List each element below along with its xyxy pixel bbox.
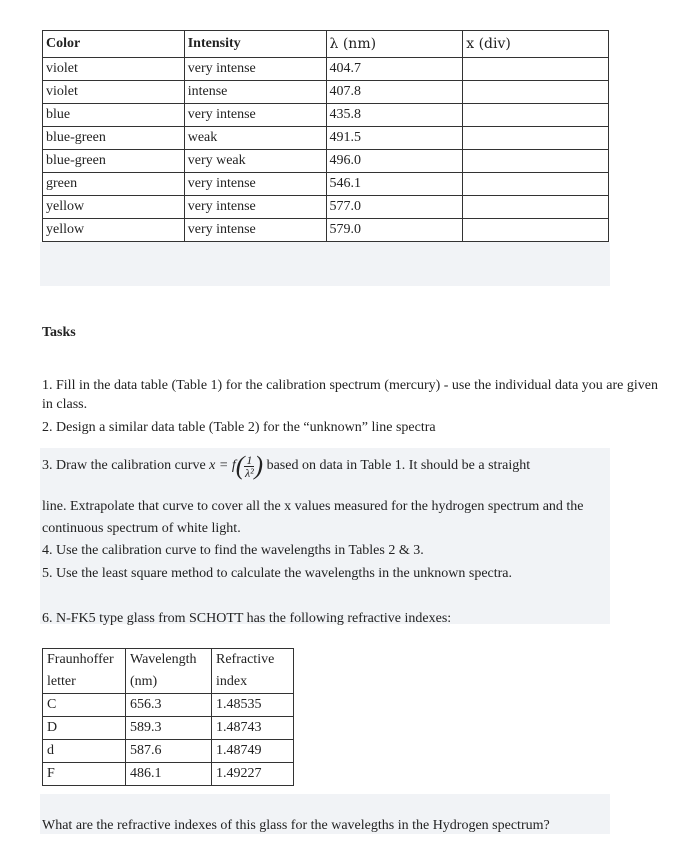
- table-row: [43, 150, 609, 173]
- table-cell: very intense: [184, 196, 326, 219]
- table-cell: 587.6: [126, 740, 212, 763]
- task-item-3: [42, 451, 672, 481]
- header-cell: Fraunhoffer letter: [43, 649, 126, 694]
- table-cell: 546.1: [326, 173, 463, 196]
- table-cell: 1.49227: [212, 763, 294, 786]
- header-cell: Color: [43, 31, 185, 58]
- task-item-2: 2. Design a similar data table (Table 2) for the “unknown” line spectra: [42, 420, 436, 435]
- table-cell: very intense: [184, 173, 326, 196]
- task-item-3-pre: 3. Draw the calibration curve: [42, 458, 210, 474]
- task-item-1: 1. Fill in the data table (Table 1) for the calibration spectrum (mercury) - use the individual data you are given in class.: [42, 378, 658, 412]
- table-cell: 407.8: [326, 81, 463, 104]
- table-cell: 656.3: [126, 694, 212, 717]
- tasks-heading: Tasks: [42, 325, 76, 340]
- table-cell: blue: [43, 104, 185, 127]
- table-row: [43, 694, 294, 717]
- table-header-row: [43, 31, 609, 58]
- table-row: [43, 81, 609, 104]
- formula-numerator: 1: [246, 452, 253, 467]
- table-cell: [463, 173, 609, 196]
- table-cell: violet: [43, 58, 185, 81]
- table-cell: intense: [184, 81, 326, 104]
- refractive-index-table: [42, 648, 294, 786]
- table-cell: green: [43, 173, 185, 196]
- table-cell: very intense: [184, 104, 326, 127]
- table-cell: D: [43, 717, 126, 740]
- table-cell: d: [43, 740, 126, 763]
- table-cell: [463, 150, 609, 173]
- task-item-5: 5. Use the least square method to calculate the wavelengths in the unknown spectra.: [42, 566, 513, 581]
- table-cell: 496.0: [326, 150, 463, 173]
- shaded-block: [40, 242, 610, 286]
- table-row: [43, 196, 609, 219]
- header-cell: Intensity: [184, 31, 326, 58]
- formula: x = f( $\frac{1}{\text{λ²}}$ ): [209, 451, 264, 480]
- table-cell: yellow: [43, 196, 185, 219]
- table-cell: blue-green: [43, 127, 185, 150]
- table-cell: [463, 81, 609, 104]
- header-cell: Refractive index: [212, 649, 294, 694]
- table-cell: 486.1: [126, 763, 212, 786]
- table-cell: very weak: [184, 150, 326, 173]
- table-row: [43, 763, 294, 786]
- table-row: [43, 104, 609, 127]
- table-cell: blue-green: [43, 150, 185, 173]
- table-cell: very intense: [184, 219, 326, 242]
- table-cell: 1.48743: [212, 717, 294, 740]
- table-cell: violet: [43, 81, 185, 104]
- table-cell: 435.8: [326, 104, 463, 127]
- table-cell: 1.48535: [212, 694, 294, 717]
- task-item-3-continued: line. Extrapolate that curve to cover all the x values measured for the hydrogen spectrum and the continuous spectrum of white light.: [42, 499, 584, 536]
- table-header-row: [43, 649, 294, 694]
- table-cell: yellow: [43, 219, 185, 242]
- table-row: [43, 740, 294, 763]
- table-cell: 579.0: [326, 219, 463, 242]
- header-cell: λ (nm): [326, 31, 463, 58]
- table-row: [43, 173, 609, 196]
- header-cell: x (div): [463, 31, 609, 58]
- table-cell: weak: [184, 127, 326, 150]
- task-item-3-post: based on data in Table 1. It should be a straight: [263, 458, 531, 474]
- final-question: What are the refractive indexes of this glass for the wavelegths in the Hydrogen spectrum?: [42, 818, 550, 833]
- formula-lhs: x = f: [209, 458, 236, 474]
- table-cell: 404.7: [326, 58, 463, 81]
- calibration-data-table: [42, 30, 609, 242]
- formula-denominator: λ²: [244, 465, 254, 480]
- table-cell: [463, 58, 609, 81]
- table-cell: 1.48749: [212, 740, 294, 763]
- table-cell: C: [43, 694, 126, 717]
- table-cell: 589.3: [126, 717, 212, 740]
- table-cell: [463, 219, 609, 242]
- header-cell: Wavelength (nm): [126, 649, 212, 694]
- table-cell: [463, 127, 609, 150]
- table-row: [43, 58, 609, 81]
- table-cell: very intense: [184, 58, 326, 81]
- task-item-6: 6. N-FK5 type glass from SCHOTT has the following refractive indexes:: [42, 611, 452, 626]
- table-cell: [463, 196, 609, 219]
- table-cell: 491.5: [326, 127, 463, 150]
- task-item-4: 4. Use the calibration curve to find the wavelengths in Tables 2 & 3.: [42, 543, 424, 558]
- table-cell: F: [43, 763, 126, 786]
- table-row: [43, 717, 294, 740]
- table-row: [43, 127, 609, 150]
- table-cell: 577.0: [326, 196, 463, 219]
- table-row: [43, 219, 609, 242]
- table-cell: [463, 104, 609, 127]
